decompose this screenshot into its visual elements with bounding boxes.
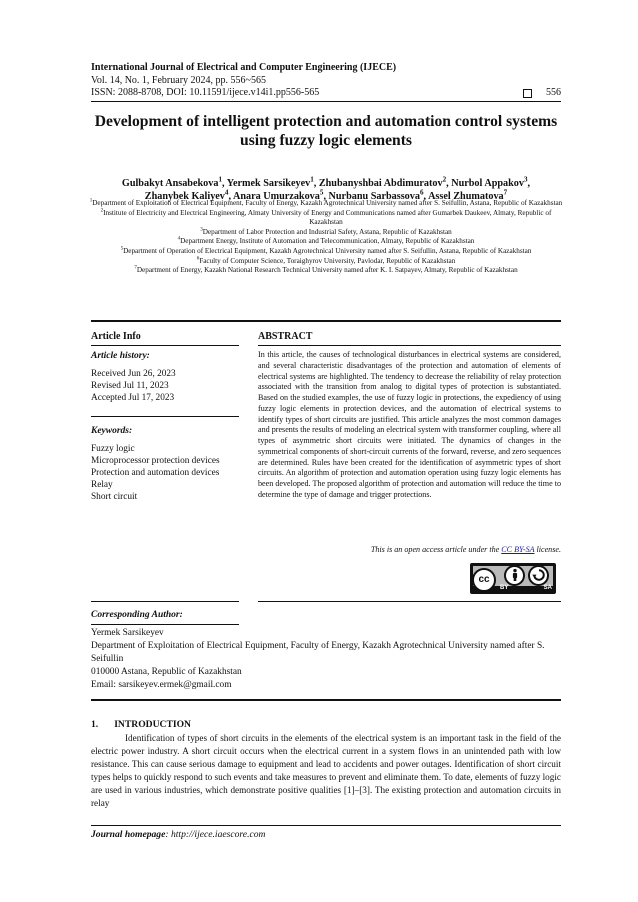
- keywords-heading: Keywords:: [91, 426, 133, 436]
- author-3: Zhubanyshbai Abdimuratov$^2$: [318, 175, 447, 189]
- left-bottom-rule: [91, 601, 239, 602]
- received-date: Received Jun 26, 2023: [91, 369, 176, 379]
- corresponding-heading: Corresponding Author:: [91, 610, 183, 620]
- keyword: Fuzzy logic: [91, 444, 135, 454]
- info-bottom-rule: [91, 699, 561, 701]
- author-7: Nurbanu Sarbassova$^6$: [328, 188, 424, 202]
- keyword: Short circuit: [91, 492, 138, 502]
- revised-date: Revised Jul 11, 2023: [91, 381, 169, 391]
- affiliation: $^1$Department of Exploitation of Electrical Equipment, Faculty of Energy, Kazakh Agrotechnical University named after S. Seifullin, Astana, Republic of Kazakhstan: [89, 198, 563, 207]
- abstract-heading: ABSTRACT: [258, 331, 313, 342]
- affiliations: [88, 199, 564, 276]
- badge-labels: [500, 585, 552, 591]
- accepted-date: Accepted Jul 17, 2023: [91, 393, 175, 403]
- corresponding-address: 010000 Astana, Republic of Kazakhstan: [91, 667, 242, 677]
- issn-row: [91, 87, 561, 100]
- footer-rule: [91, 825, 561, 826]
- share-alike-icon: [528, 565, 549, 586]
- abstract-text: In this article, the causes of technological disturbances in electrical systems are considered, and several characteristic disadvantages of the protection and automation of elements of electrical systems are highlighted. The tendency to decrease the reliability of relay protection associated with the transition from analog to digital types of protection is substantiated. Based on the studied examples, the use of fuzzy logic in protections, the expediency of using fuzzy logic elements in protection devices, and the automation of electrical systems to identify types of short circuits are justified. This article analyzes the most common damages and presents the results of modeling an electrical system with transformer coupling, where all types of asymmetric short circuits were initiated. The dynamics of changes in the symmetrical components of short-circuit currents of the forward, reverse, and zero sequences are determined. Rules have been created for the identification of asymmetric types of short circuits. An algorithm of protection and automation operation using fuzzy logic elements has been developed. The proposed algorithm of protection and automation will reduce the time to determine the type of damage and trigger protections.: [258, 350, 561, 499]
- author-list: Gulbakyt Ansabekova$^1$, Yermek Sarsikeyev$^1$, Zhubanyshbai Abdimuratov$^2$, Nurbol Appakov$^3$, Zhanybek Kaliyev$^4$, Anara Umurzakova$^5$, Nurbanu Sarbassova$^6$, Assel Zhumatova$^7$: [121, 175, 531, 202]
- abstract-rule: [258, 345, 561, 346]
- person-icon: [504, 565, 525, 586]
- affiliation: $^2$Institute of Electricity and Electrical Engineering, Almaty University of Energy and Communications named after Gumarbek Daukeev, Almaty, Republic of Kazakhstan: [100, 208, 552, 227]
- cc-by-sa-link[interactable]: CC BY-SA: [501, 545, 535, 554]
- affiliation: $^7$Department of Energy, Kazakh National Research Technical University named after K. I. Satpayev, Almaty, Republic of Kazakhstan: [134, 265, 518, 275]
- corresponding-details: [91, 627, 561, 692]
- page-indicator: [523, 87, 561, 100]
- page-number: 556: [546, 87, 561, 98]
- journal-name: International Journal of Electrical and Computer Engineering (IJECE): [91, 62, 397, 73]
- header-rule: [91, 101, 561, 102]
- corresponding-email: Email: sarsikeyev.ermek@gmail.com: [91, 680, 232, 690]
- square-icon: [523, 89, 532, 98]
- author-1: Gulbakyt Ansabekova$^1$: [121, 175, 222, 189]
- affiliation: $^3$Department of Labor Protection and Industrial Safety, Astana, Republic of Kazakhstan: [200, 227, 452, 236]
- info-top-rule: [91, 320, 561, 322]
- author-5: Zhanybek Kaliyev$^4$: [144, 188, 229, 202]
- issn-line: ISSN: 2088-8708, DOI: 10.11591/ijece.v14i1.pp556-565: [91, 87, 320, 98]
- introduction-text: Identification of types of short circuits in the elements of the electrical system is an important task in the field of the electric power industry. A short circuit occurs when the electrical current in a system flows in an unintended path with low resistance. This can cause serious damage to equipment and lead to accidents and power outages. Identification of short circuit types helps to quickly respond to such events and take measures to prevent and eliminate them. To date, elements of fuzzy logic are used in various industries, which demonstrate positive qualities [1]–[3]. The existing protection and automation circuits in relay: [91, 733, 561, 808]
- history-rule: [91, 416, 239, 417]
- license-line: This is an open access article under the CC BY-SA license.: [370, 545, 561, 554]
- history-heading: Article history:: [91, 351, 150, 361]
- author-4: Nurbol Appakov$^3$: [451, 175, 528, 189]
- affiliation: $^4$Department Energy, Institute of Automation and Telecommunication, Almaty, Republic of Kazakhstan: [177, 236, 475, 246]
- article-info-rule: [91, 345, 239, 346]
- article-history: [91, 351, 239, 404]
- paper-title: Development of intelligent protection and automation control systems using fuzzy logic elements: [94, 113, 558, 149]
- corresponding-name: Yermek Sarsikeyev: [91, 628, 164, 638]
- article-info-heading: Article Info: [91, 331, 141, 342]
- keywords: [91, 426, 239, 503]
- affiliation: $^6$Faculty of Computer Science, Toraighyrov University, Pavlodar, Republic of Kazakhstan: [196, 256, 456, 265]
- author-6: Anara Umurzakova$^5$: [233, 188, 324, 202]
- corresponding-department: Department of Exploitation of Electrical Equipment, Faculty of Energy, Kazakh Agrotechnical University named after S. Seifullin: [91, 641, 545, 664]
- by-label: BY: [500, 585, 509, 591]
- keyword: Protection and automation devices: [91, 468, 220, 478]
- section-heading: 1. INTRODUCTION: [91, 719, 191, 730]
- affiliation: $^5$Department of Operation of Electrical Equipment, Kazakh Agrotechnical University named after S. Seifullin, Astana, Republic of Kazakhstan: [120, 246, 532, 255]
- keyword: Relay: [91, 480, 113, 490]
- corresponding-rule: [91, 624, 239, 625]
- cc-icon: cc: [472, 568, 496, 592]
- volume-line: Vol. 14, No. 1, February 2024, pp. 556~565: [91, 74, 266, 86]
- journal-homepage[interactable]: Journal homepage: http://ijece.iaescore.com: [91, 829, 266, 840]
- journal-header: [91, 62, 561, 100]
- right-bottom-rule: [258, 601, 561, 602]
- keyword: Microprocessor protection devices: [91, 456, 220, 466]
- author-8: Assel Zhumatova$^7$: [428, 188, 508, 202]
- sa-label: SA: [543, 585, 552, 591]
- author-2: Yermek Sarsikeyev$^1$: [226, 175, 314, 189]
- cc-by-sa-badge[interactable]: [470, 563, 556, 594]
